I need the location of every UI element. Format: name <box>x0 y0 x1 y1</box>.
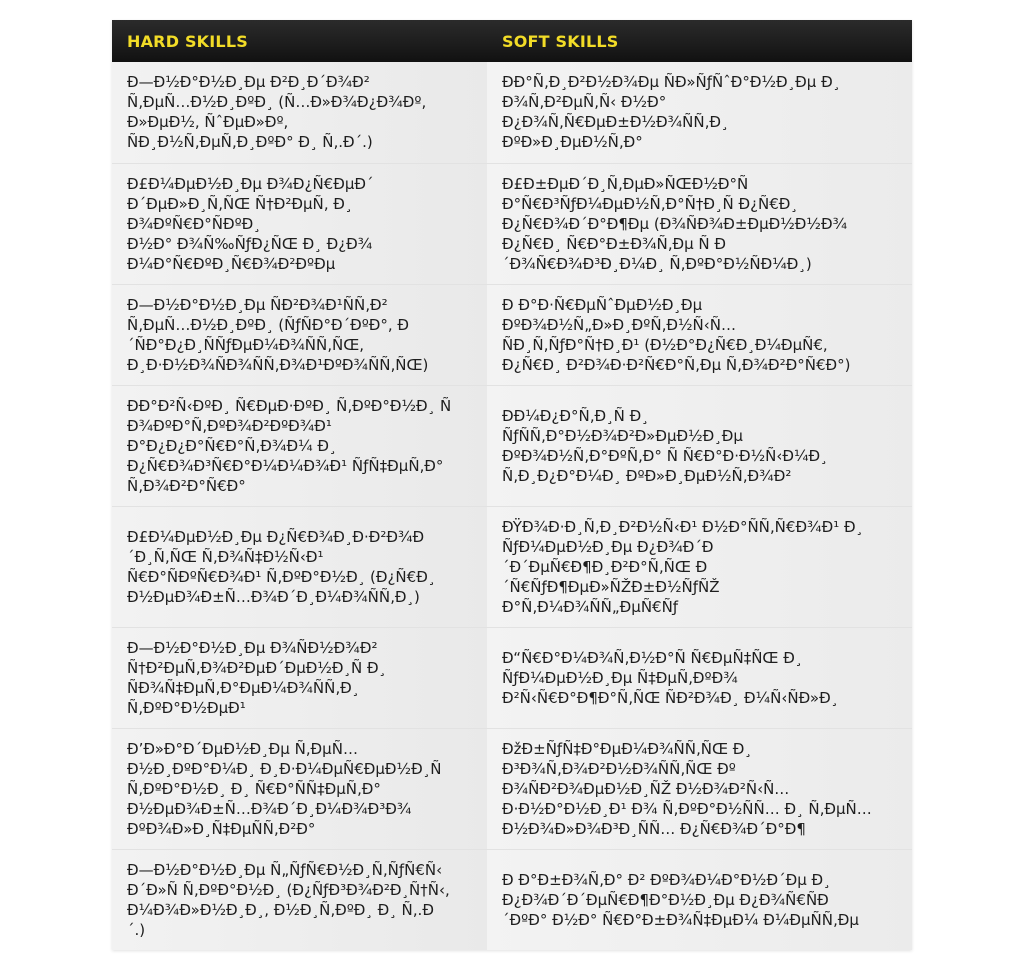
hard-skill-cell <box>112 163 487 284</box>
table-row <box>112 385 912 506</box>
table-row <box>112 506 912 627</box>
table-body <box>112 62 912 950</box>
hard-skill-text: Ð’Ð»Ð°Ð´ÐµÐ½Ð¸Ðµ Ñ‚ÐµÑ… Ð½Ð¸ÐºÐ°Ð¼Ð¸ Ð¸Ð·Ð¼ÐµÑ€ÐµÐ½Ð¸Ñ Ñ‚ÐºÐ°Ð½Ð¸ Ð¸ Ñ€Ð°ÑÑ‡ÐµÑ‚Ð° Ð½ÐµÐ¾Ð±Ñ…Ð¾Ð´Ð¸Ð¼Ð¾Ð³Ð¾ ÐºÐ¾Ð»Ð¸Ñ‡ÐµÑÑ‚Ð²Ð° <box>127 739 442 838</box>
hard-skill-text: Ð—Ð½Ð°Ð½Ð¸Ðµ Ñ„ÑƒÑ€Ð½Ð¸Ñ‚ÑƒÑ€Ñ‹ Ð´Ð»Ñ Ñ‚ÐºÐ°Ð½Ð¸ (Ð¿ÑƒÐ³Ð¾Ð²Ð¸Ñ†Ñ‹, Ð¼Ð¾Ð»Ð½Ð¸Ð¸, Ð½Ð¸Ñ‚ÐºÐ¸ Ð¸ Ñ‚.Ð ´.) <box>127 860 450 939</box>
soft-skills-header: SOFT SKILLS <box>487 20 912 62</box>
hard-skill-cell <box>112 506 487 627</box>
hard-skill-cell <box>112 62 487 163</box>
soft-skill-cell <box>487 627 912 728</box>
soft-skill-text: ÐžÐ±ÑƒÑ‡Ð°ÐµÐ¼Ð¾ÑÑ‚ÑŒ Ð¸ Ð³Ð¾Ñ‚Ð¾Ð²Ð½Ð¾ÑÑ‚ÑŒ Ðº Ð¾ÑÐ²Ð¾ÐµÐ½Ð¸ÑŽ Ð½Ð¾Ð²Ñ‹Ñ… Ð·Ð½Ð°Ð½Ð¸Ð¹ Ð¾ Ñ‚ÐºÐ°Ð½ÑÑ… Ð¸ Ñ‚ÐµÑ… Ð½Ð¾Ð»Ð¾Ð³Ð¸ÑÑ… Ð¿Ñ€Ð¾Ð´Ð°Ð¶ <box>502 739 872 838</box>
table-row <box>112 284 912 385</box>
table-row <box>112 163 912 284</box>
soft-skill-text: ÐÐ°Ñ‚Ð¸Ð²Ð½Ð¾Ðµ ÑÐ»ÑƒÑˆÐ°Ð½Ð¸Ðµ Ð¸ Ð¾Ñ‚Ð²ÐµÑ‚Ñ‹ Ð½Ð° Ð¿Ð¾Ñ‚Ñ€ÐµÐ±Ð½Ð¾ÑÑ‚Ð¸ ÐºÐ»Ð¸ÐµÐ½Ñ‚Ð° <box>502 73 841 152</box>
hard-skill-cell <box>112 627 487 728</box>
hard-skill-cell <box>112 284 487 385</box>
hard-skill-cell <box>112 728 487 849</box>
soft-skill-cell <box>487 385 912 506</box>
soft-skill-text: ÐÐ¼Ð¿Ð°Ñ‚Ð¸Ñ Ð¸ ÑƒÑÑ‚Ð°Ð½Ð¾Ð²Ð»ÐµÐ½Ð¸Ðµ ÐºÐ¾Ð½Ñ‚Ð°ÐºÑ‚Ð° Ñ Ñ€Ð°Ð·Ð½Ñ‹Ð¼Ð¸ Ñ‚Ð¸Ð¿Ð°Ð¼Ð¸ ÐºÐ»Ð¸ÐµÐ½Ñ‚Ð¾Ð² <box>502 406 828 485</box>
table-header <box>112 20 912 62</box>
soft-skill-cell <box>487 728 912 849</box>
soft-skill-text: ÐŸÐ¾Ð·Ð¸Ñ‚Ð¸Ð²Ð½Ñ‹Ð¹ Ð½Ð°ÑÑ‚Ñ€Ð¾Ð¹ Ð¸ ÑƒÐ¼ÐµÐ½Ð¸Ðµ Ð¿Ð¾Ð´Ð ´Ð´ÐµÑ€Ð¶Ð¸Ð²Ð°Ñ‚ÑŒ Ð ´Ñ€ÑƒÐ¶ÐµÐ»ÑŽÐ±Ð½ÑƒÑŽ Ð°Ñ‚Ð¼Ð¾ÑÑ„ÐµÑ€Ñƒ <box>502 517 864 616</box>
hard-skill-text: Ð£Ð¼ÐµÐ½Ð¸Ðµ Ð¾Ð¿Ñ€ÐµÐ´ Ð´ÐµÐ»Ð¸Ñ‚ÑŒ Ñ†Ð²ÐµÑ‚ Ð¸ Ð¾ÐºÑ€Ð°ÑÐºÐ¸ Ð½Ð° Ð¾Ñ‰ÑƒÐ¿ÑŒ Ð¸ Ð¿Ð¾ Ð¼Ð°Ñ€ÐºÐ¸Ñ€Ð¾Ð²ÐºÐµ <box>127 174 374 273</box>
soft-skill-cell <box>487 163 912 284</box>
soft-skill-cell <box>487 506 912 627</box>
soft-skill-cell <box>487 849 912 950</box>
soft-skill-text: Ð Ð°Ð±Ð¾Ñ‚Ð° Ð² ÐºÐ¾Ð¼Ð°Ð½Ð´Ðµ Ð¸ Ð¿Ð¾Ð´Ð´ÐµÑ€Ð¶Ð°Ð½Ð¸Ðµ Ð¿Ð¾Ñ€ÑÐ ´ÐºÐ° Ð½Ð° Ñ€Ð°Ð±Ð¾Ñ‡ÐµÐ¼ Ð¼ÐµÑÑ‚Ðµ <box>502 870 859 929</box>
hard-skills-header: HARD SKILLS <box>112 20 487 62</box>
table-row <box>112 62 912 163</box>
hard-skill-text: Ð—Ð½Ð°Ð½Ð¸Ðµ ÑÐ²Ð¾Ð¹ÑÑ‚Ð² Ñ‚ÐµÑ…Ð½Ð¸ÐºÐ¸ (ÑƒÑÐ°Ð´ÐºÐ°, Ð ´ÑÐ°Ð¿Ð¸ÑÑƒÐµÐ¼Ð¾ÑÑ‚ÑŒ, Ð¸Ð·Ð½Ð¾ÑÐ¾ÑÑ‚Ð¾Ð¹ÐºÐ¾ÑÑ‚ÑŒ) <box>127 295 429 374</box>
hard-skill-text: Ð£Ð¼ÐµÐ½Ð¸Ðµ Ð¿Ñ€Ð¾Ð¸Ð·Ð²Ð¾Ð ´Ð¸Ñ‚ÑŒ Ñ‚Ð¾Ñ‡Ð½Ñ‹Ð¹ Ñ€Ð°ÑÐºÑ€Ð¾Ð¹ Ñ‚ÐºÐ°Ð½Ð¸ (Ð¿Ñ€Ð¸ Ð½ÐµÐ¾Ð±Ñ…Ð¾Ð´Ð¸Ð¼Ð¾ÑÑ‚Ð¸) <box>127 527 436 606</box>
soft-skill-text: Ð Ð°Ð·Ñ€ÐµÑˆÐµÐ½Ð¸Ðµ ÐºÐ¾Ð½Ñ„Ð»Ð¸ÐºÑ‚Ð½Ñ‹Ñ… ÑÐ¸Ñ‚ÑƒÐ°Ñ†Ð¸Ð¹ (Ð½Ð°Ð¿Ñ€Ð¸Ð¼ÐµÑ€, Ð¿Ñ€Ð¸ Ð²Ð¾Ð·Ð²Ñ€Ð°Ñ‚Ðµ Ñ‚Ð¾Ð²Ð°Ñ€Ð°) <box>502 295 851 374</box>
table-row <box>112 728 912 849</box>
table-row <box>112 627 912 728</box>
soft-skill-cell <box>487 284 912 385</box>
soft-skill-text: Ð£Ð±ÐµÐ´Ð¸Ñ‚ÐµÐ»ÑŒÐ½Ð°Ñ Ð°Ñ€Ð³ÑƒÐ¼ÐµÐ½Ñ‚Ð°Ñ†Ð¸Ñ Ð¿Ñ€Ð¸ Ð¿Ñ€Ð¾Ð´Ð°Ð¶Ðµ (Ð¾ÑÐ¾Ð±ÐµÐ½Ð½Ð¾ Ð¿Ñ€Ð¸ Ñ€Ð°Ð±Ð¾Ñ‚Ðµ Ñ Ð ´Ð¾Ñ€Ð¾Ð³Ð¸Ð¼Ð¸ Ñ‚ÐºÐ°Ð½ÑÐ¼Ð¸) <box>502 174 848 273</box>
soft-skill-cell <box>487 62 912 163</box>
hard-skill-cell <box>112 385 487 506</box>
hard-skill-cell <box>112 849 487 950</box>
hard-skill-text: Ð—Ð½Ð°Ð½Ð¸Ðµ Ð¾ÑÐ½Ð¾Ð² Ñ†Ð²ÐµÑ‚Ð¾Ð²ÐµÐ´ÐµÐ½Ð¸Ñ Ð¸ ÑÐ¾Ñ‡ÐµÑ‚Ð°ÐµÐ¼Ð¾ÑÑ‚Ð¸ Ñ‚ÐºÐ°Ð½ÐµÐ¹ <box>127 638 387 717</box>
hard-skill-text: Ð—Ð½Ð°Ð½Ð¸Ðµ Ð²Ð¸Ð´Ð¾Ð² Ñ‚ÐµÑ…Ð½Ð¸ÐºÐ¸ (Ñ…Ð»Ð¾Ð¿Ð¾Ðº, Ð»ÐµÐ½, ÑˆÐµÐ»Ðº, ÑÐ¸Ð½Ñ‚ÐµÑ‚Ð¸ÐºÐ° Ð¸ Ñ‚.Ð´.) <box>127 73 427 152</box>
table-row <box>112 849 912 950</box>
soft-skill-text: Ð“Ñ€Ð°Ð¼Ð¾Ñ‚Ð½Ð°Ñ Ñ€ÐµÑ‡ÑŒ Ð¸ ÑƒÐ¼ÐµÐ½Ð¸Ðµ Ñ‡ÐµÑ‚ÐºÐ¾ Ð²Ñ‹Ñ€Ð°Ð¶Ð°Ñ‚ÑŒ ÑÐ²Ð¾Ð¸ Ð¼Ñ‹ÑÐ»Ð¸ <box>502 648 839 707</box>
header-row <box>112 20 912 62</box>
skills-table <box>112 20 912 950</box>
hard-skill-text: ÐÐ°Ð²Ñ‹ÐºÐ¸ Ñ€ÐµÐ·ÐºÐ¸ Ñ‚ÐºÐ°Ð½Ð¸ Ñ Ð¾ÐºÐ°Ñ‚ÐºÐ¾Ð²ÐºÐ¾Ð¹ Ð°Ð¿Ð¿Ð°Ñ€Ð°Ñ‚Ð¾Ð¼ Ð¸ Ð¿Ñ€Ð¾Ð³Ñ€Ð°Ð¼Ð¼Ð¾Ð¹ ÑƒÑ‡ÐµÑ‚Ð° Ñ‚Ð¾Ð²Ð°Ñ€Ð° <box>127 396 452 495</box>
